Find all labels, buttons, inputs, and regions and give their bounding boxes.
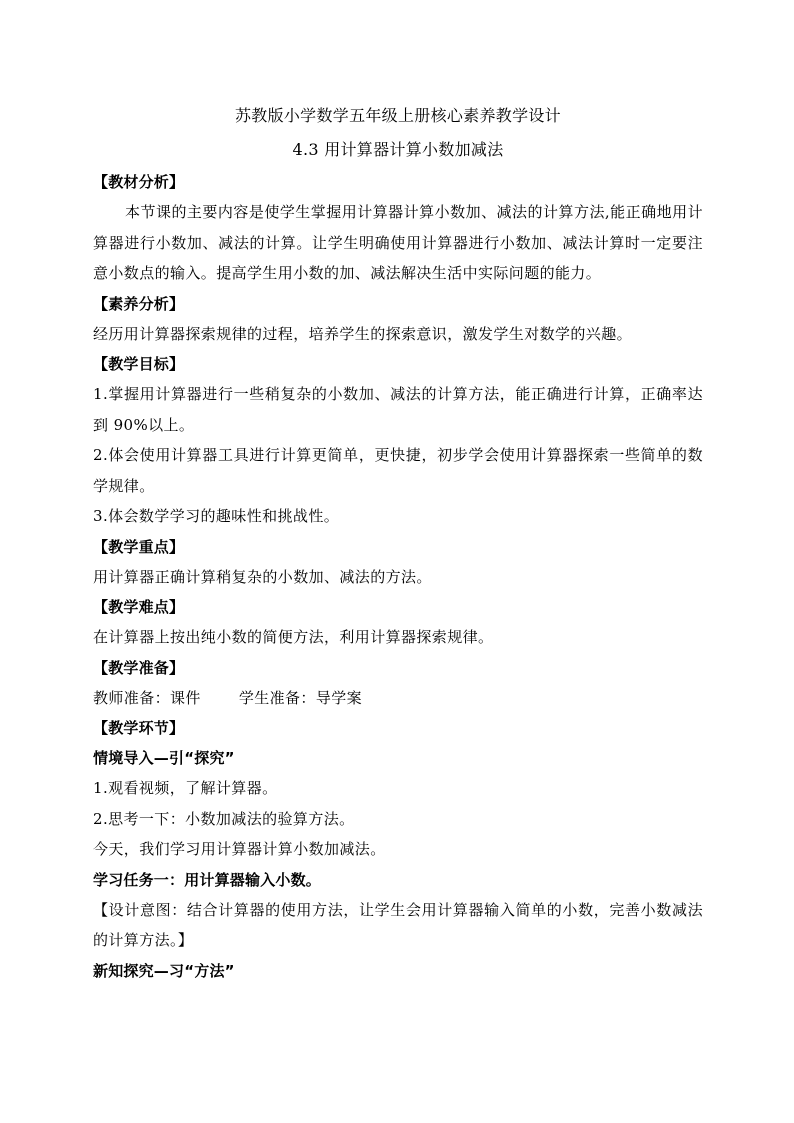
difficulties-text: 在计算器上按出纯小数的简便方法，利用计算器探索规律。 xyxy=(93,628,494,646)
design-intent-text: 【设计意图：结合计算器的使用方法，让学生会用计算器输入简单的小数，完善小数减法的计算方法。】 xyxy=(93,900,703,949)
heading-intro: 情境导入—引“探究” xyxy=(93,749,235,767)
teaching-goal-item: 3.体会数学学习的趣味性和挑战性。 xyxy=(93,507,340,525)
material-analysis-text: 本节课的主要内容是使学生掌握用计算器计算小数加、减法的计算方法,能正确地用计算器进行小数加、减法的计算。让学生明确使用计算器进行小数加、减法计算时一定要注意小数点的输入。提高学生用小数的加、减法解决生活中实际问题的能力。 xyxy=(93,203,703,282)
intro-item: 2.思考一下：小数加减法的验算方法。 xyxy=(93,809,355,828)
literacy-analysis-text: 经历用计算器探索规律的过程，培养学生的探索意识，激发学生对数学的兴趣。 xyxy=(93,324,633,343)
heading-key-points: 【教学重点】 xyxy=(93,537,185,556)
heading-literacy-analysis: 【素养分析】 xyxy=(93,294,185,313)
heading-teaching-goals: 【教学目标】 xyxy=(93,355,185,373)
teacher-preparation: 教师准备：课件 xyxy=(93,688,201,707)
key-points-text: 用计算器正确计算稍复杂的小数加、减法的方法。 xyxy=(93,567,432,586)
document-subtitle: 4.3 用计算器计算小数加减法 xyxy=(292,140,504,159)
heading-difficulties: 【教学难点】 xyxy=(93,598,185,616)
teaching-goal-item: 1.掌握用计算器进行一些稍复杂的小数加、减法的计算方法，能正确进行计算，正确率达到 90%以上。 xyxy=(93,385,703,434)
preparation-line xyxy=(93,683,703,714)
document-title: 苏教版小学数学五年级上册核心素养教学设计 xyxy=(234,106,561,125)
document-body xyxy=(93,103,703,986)
heading-process: 【教学环节】 xyxy=(93,719,185,737)
heading-explore: 新知探究—习“方法” xyxy=(93,961,235,980)
intro-item: 今天，我们学习用计算器计算小数加减法。 xyxy=(93,840,386,858)
student-preparation: 学生准备：导学案 xyxy=(238,688,363,707)
teaching-goal-item: 2.体会使用计算器工具进行计算更简单，更快捷，初步学会使用计算器探索一些简单的数学规律。 xyxy=(93,446,703,495)
heading-preparation: 【教学准备】 xyxy=(93,658,185,677)
heading-material-analysis: 【教材分析】 xyxy=(93,173,185,191)
intro-item: 1.观看视频，了解计算器。 xyxy=(93,779,278,797)
heading-task-one: 学习任务一：用计算器输入小数。 xyxy=(93,870,322,889)
